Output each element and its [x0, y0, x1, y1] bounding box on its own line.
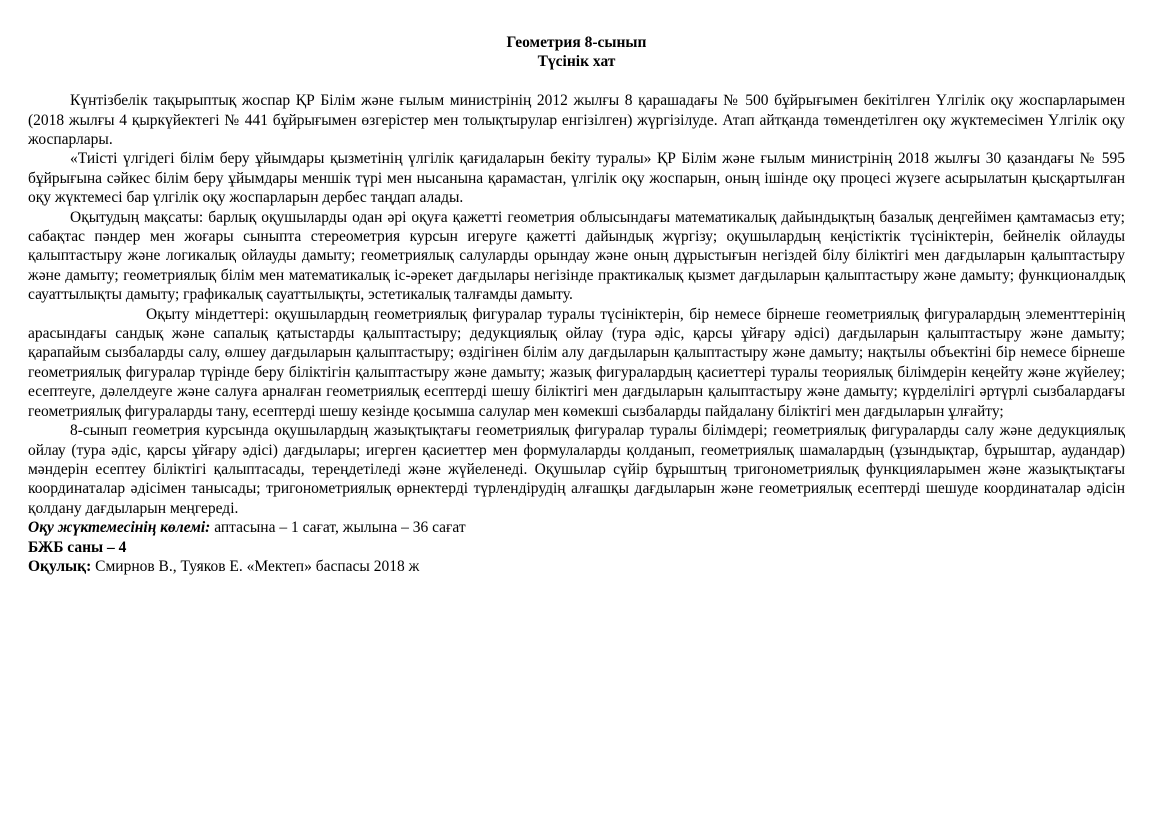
workload-value: аптасына – 1 сағат, жылына – 36 сағат [210, 519, 466, 537]
document-title-line2: Түсінік хат [537, 53, 616, 71]
paragraph-course-content: 8-сынып геометрия курсында оқушылардың жазықтықтағы геометриялық фигуралар туралы білімдері; геометриялық фигураларды салу және дедукциялық ойлау (тура әдіс, қарсы ұйғару әдісі) дағдылары; игерген қасиеттер мен формулаларды қолданып, геометриялық шамалардың (ұзындықтар, бұрыштар, аудандар) мәндерін есептеу біліктігі қалыптасады, тереңдетіледі және жүйеленеді. Оқушылар сүйір бұрыштың тригонометриялық функцияларымен және жазықтықтағы координаталар әдісімен танысады; тригонометриялық өрнектерді түрлендірудің алғашқы дағдыларын және геометриялық есептерді шешуде координаталар әдісін қолдану дағдыларын меңгереді. [28, 422, 1125, 517]
paragraph-curriculum-plan: Күнтізбелік тақырыптық жоспар ҚР Білім және ғылым министрінің 2012 жылғы 8 қарашадағы № 500 бұйрығымен бекітілген Үлгілік оқу жоспарларымен (2018 жылғы 4 қыркүйектегі № 441 бұйрығымен өзгерістер мен толықтырулар енгізілген) жүргізілуде. Атап айтқанда төмендетілген оқу жүктемесімен Үлгілік оқу жоспарлары. [28, 92, 1125, 149]
workload-label: Оқу жүктемесінің көлемі: [28, 519, 211, 537]
workload-line [28, 518, 1125, 537]
paragraph-teaching-goal: Оқытудың мақсаты: барлық оқушыларды одан әрі оқуға қажетті геометрия облысындағы математикалық дайындықтың базалық деңгейімен қамтамасыз ету; сабақтас пәндер мен жоғары сыныпта стереометрия курсын игеруге қажетті дайындық жүргізу; оқушылардың кеңістіктік түсініктерін, бейнелік ойлауды қалыптастыру және логикалық ойлауды дамыту; геометриялық салуларды орындау және оның дұрыстығын негіздей білу біліктігі мен дағдыларын қалыптастыру және дамыту; геометриялық білім мен математикалық іс-әрекет дағдылары негізінде практикалық қызмет дағдыларын қалыптастыру және дамыту; функционалдық сауаттылықты дамыту; графикалық сауаттылықты, эстетикалық талғамды дамыту. [28, 208, 1125, 304]
paragraph-teaching-objectives: Оқыту міндеттері: оқушылардың геометриялық фигуралар туралы түсініктерін, бір немесе бірнеше геометриялық фигуралардың элементтерінің арасындағы сандық және сапалық қатыстарды қалыптастыру; дедукциялық ойлау (тура әдіс, қарсы ұйғару әдісі) дағдыларын қалыптастыру және дамыту; қарапайым сызбаларды салу, өлшеу дағдыларын қалыптастыру; өздігінен білім алу дағдыларын қалыптастыру және дамыту; нақтылы объектіні бір немесе бірнеше геометриялық фигуралар түрінде беру біліктігін қалыптастыру және дамыту; жазық фигуралардың қасиеттері туралы теориялық білімдерін кеңейту және жүйелеу; есептеуге, дәлелдеуге және салуға арналған геометриялық есептерді шешу біліктігі мен дағдыларын қалыптастыру және дамыту; күрделілігі әртүрлі сызбалардағы геометриялық фигураларды тану, есептерді шешу кезінде қосымша салулар мен көмекші сызбаларды пайдалану біліктігі мен дағдыларын ұлғайту; [28, 305, 1125, 420]
textbook-value: Смирнов В., Туяков Е. «Мектеп» баспасы 2018 ж [91, 557, 420, 575]
bjb-count-line: БЖБ саны – 4 [28, 538, 127, 556]
paragraph-order-595: «Тиісті үлгідегі білім беру ұйымдары қызметінің үлгілік қағидаларын бекіту туралы» ҚР Білім және ғылым министрінің 2018 жылғы 30 қазандағы № 595 бұйрығына сәйкес білім беру ұйымдары меншік түрі мен нысанына қарамастан, үлгілік оқу жоспарын, оның ішінде оқу процесі жүзеге асырылатын қысқартылған оқу жүктемесі бар үлгілік оқу жоспарларын дербес таңдап алады. [28, 150, 1125, 207]
textbook-label: Оқулық: [28, 557, 92, 575]
textbook-line [28, 557, 1125, 576]
title-body-gap [28, 72, 1125, 91]
document-title-line1: Геометрия 8-сынып [506, 34, 647, 51]
